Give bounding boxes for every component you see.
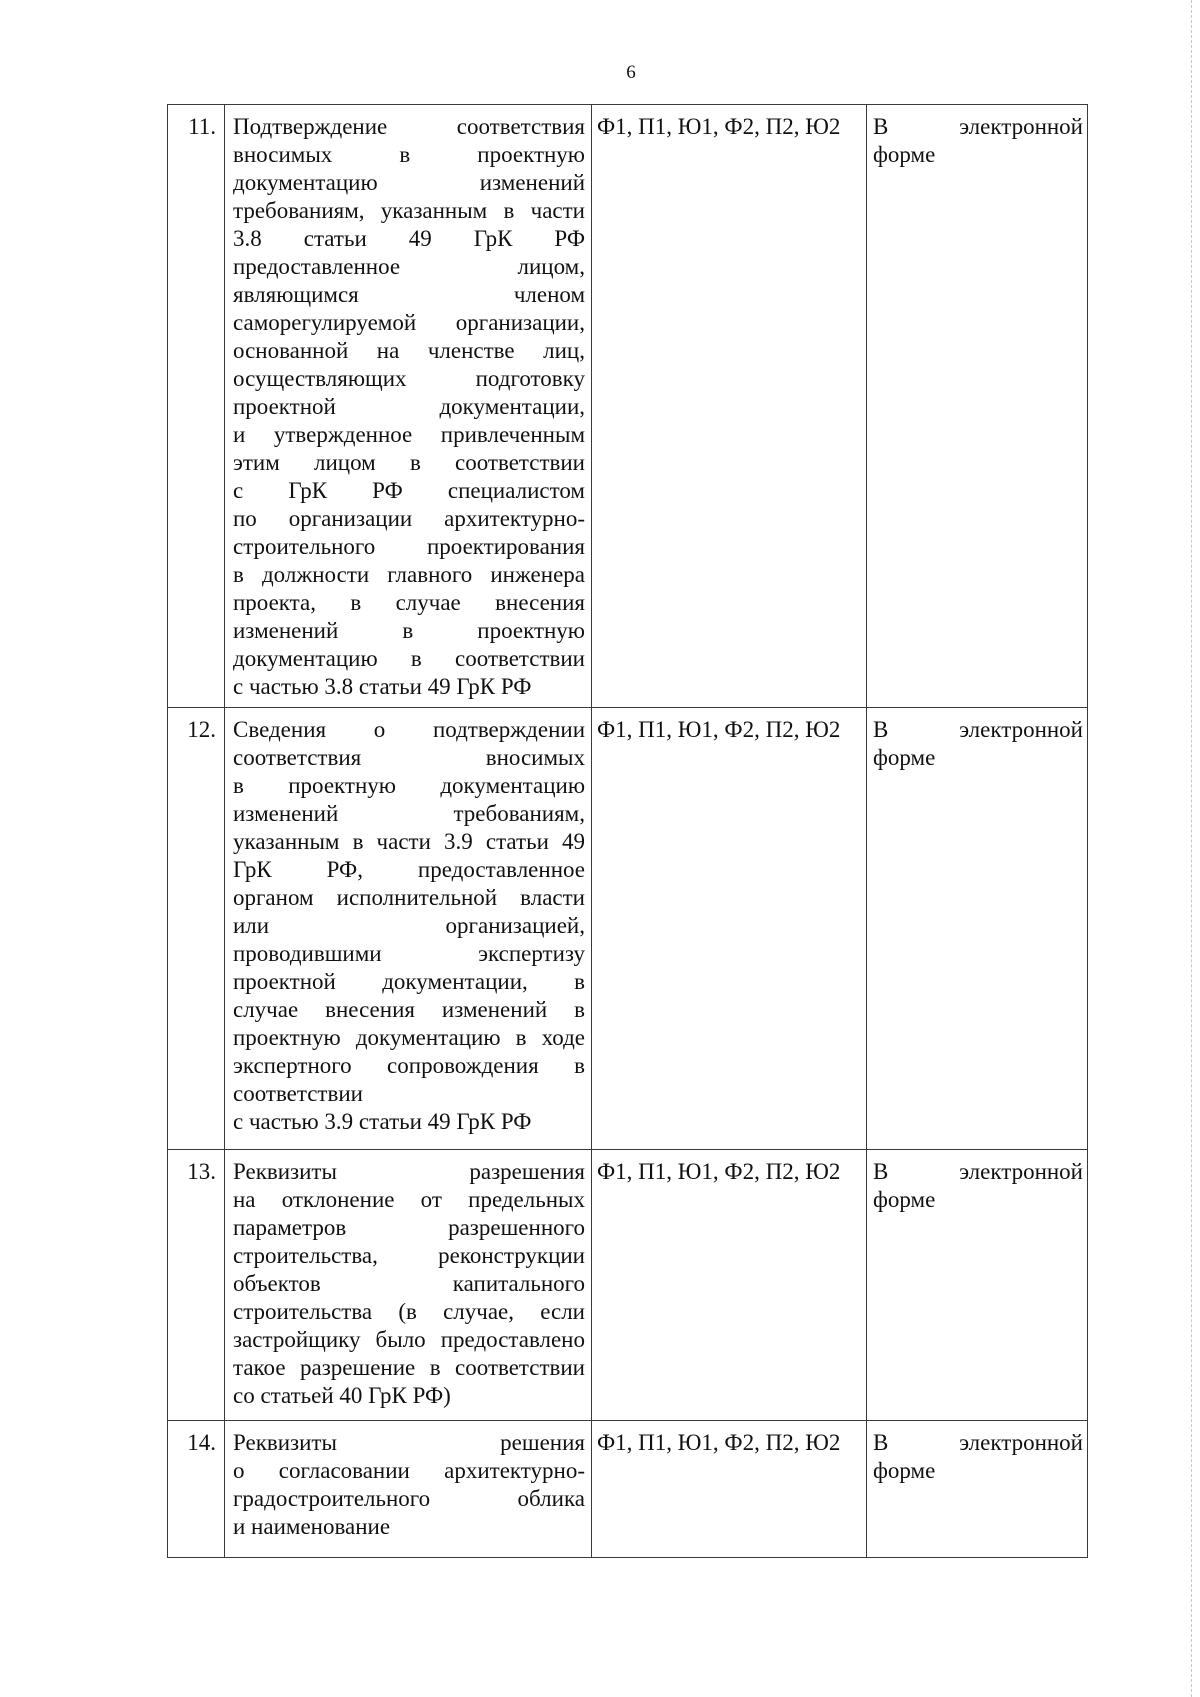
form-line-1 [873,1158,1083,1186]
row-submission-form [867,105,1088,708]
description-line: изменений требованиям, [233,801,585,826]
form-word-1: В [873,1430,889,1455]
description-line: осуществляющих подготовку [233,366,585,391]
table-body [168,105,1088,1558]
description-line: застройщику было предоставлено [233,1327,585,1352]
form-word-2: электронной [959,114,1083,139]
description-line: проектную документацию в ходе [233,1025,585,1050]
row-description [225,1421,592,1558]
description-line: 3.8 статьи 49 ГрК РФ [233,226,585,251]
description-line: проектной документации, в [233,969,585,994]
description-line: Реквизиты разрешения [233,1159,585,1184]
documents-table [167,104,1088,1558]
form-line-1 [873,716,1083,744]
page-number: 6 [626,62,636,83]
description-line: в проектную документацию [233,773,585,798]
description-line: Реквизиты решения [233,1430,585,1455]
form-line-1 [873,113,1083,141]
form-word-2: электронной [959,1159,1083,1184]
row-number: 11. [168,105,225,708]
description-line: строительства, реконструкции [233,1243,585,1268]
form-word-1: В [873,717,889,742]
description-line: ГрК РФ, предоставленное [233,857,585,882]
row-applicants: Ф1, П1, Ю1, Ф2, П2, Ю2 [592,1150,867,1421]
row-submission-form [867,1421,1088,1558]
row-applicants: Ф1, П1, Ю1, Ф2, П2, Ю2 [592,708,867,1150]
form-word-1: В [873,1159,889,1184]
description-line: строительного проектирования [233,534,585,559]
description-line: объектов капитального [233,1271,585,1296]
row-applicants: Ф1, П1, Ю1, Ф2, П2, Ю2 [592,105,867,708]
description-line: являющимся членом [233,282,585,307]
description-line: вносимых в проектную [233,142,585,167]
description-line: в должности главного инженера [233,562,585,587]
description-text [233,1429,585,1541]
row-number: 14. [168,1421,225,1558]
row-description [225,1150,592,1421]
description-text [233,1158,585,1410]
description-line: и утвержденное привлеченным [233,422,585,447]
description-line: Сведения о подтверждении [233,717,585,742]
description-line: о согласовании архитектурно- [233,1458,585,1483]
description-line: соответствии [233,1081,363,1106]
description-line: саморегулируемой организации, [233,310,585,335]
row-number: 13. [168,1150,225,1421]
row-submission-form [867,1150,1088,1421]
description-text [233,716,585,1136]
scan-edge-line [1191,0,1192,1697]
description-line: документацию в соответствии [233,646,585,671]
description-line: по организации архитектурно- [233,506,585,531]
description-line: проектной документации, [233,394,585,419]
row-applicants: Ф1, П1, Ю1, Ф2, П2, Ю2 [592,1421,867,1558]
table-row [168,708,1088,1150]
table-row [168,1421,1088,1558]
form-line-2: форме [873,142,936,167]
form-line-1 [873,1429,1083,1457]
row-submission-form [867,708,1088,1150]
description-line: или организацией, [233,913,585,938]
description-line: случае внесения изменений в [233,997,585,1022]
description-line: и наименование [233,1514,391,1539]
form-word-2: электронной [959,1430,1083,1455]
description-line: на отклонение от предельных [233,1187,585,1212]
description-line: с частью 3.9 статьи 49 ГрК РФ [233,1109,532,1134]
description-line: документацию изменений [233,170,585,195]
form-line-2: форме [873,745,936,770]
description-line: указанным в части 3.9 статьи 49 [233,829,585,854]
row-number: 12. [168,708,225,1150]
table-row [168,105,1088,708]
description-line: этим лицом в соответствии [233,450,585,475]
description-line: предоставленное лицом, [233,254,585,279]
description-line: градостроительного облика [233,1486,585,1511]
description-line: параметров разрешенного [233,1215,585,1240]
description-line: с частью 3.8 статьи 49 ГрК РФ [233,674,532,699]
form-word-2: электронной [959,717,1083,742]
form-line-2: форме [873,1458,936,1483]
description-line: со статьей 40 ГрК РФ) [233,1383,451,1408]
description-line: требованиям, указанным в части [233,198,585,223]
description-text [233,113,585,701]
row-description [225,105,592,708]
description-line: проводившими экспертизу [233,941,585,966]
row-description [225,708,592,1150]
description-line: экспертного сопровождения в [233,1053,585,1078]
description-line: проекта, в случае внесения [233,590,585,615]
description-line: соответствия вносимых [233,745,585,770]
form-line-2: форме [873,1187,936,1212]
form-word-1: В [873,114,889,139]
description-line: с ГрК РФ специалистом [233,478,585,503]
description-line: строительства (в случае, если [233,1299,585,1324]
description-line: Подтверждение соответствия [233,114,585,139]
description-line: изменений в проектную [233,618,585,643]
description-line: такое разрешение в соответствии [233,1355,585,1380]
table-row [168,1150,1088,1421]
description-line: органом исполнительной власти [233,885,585,910]
description-line: основанной на членстве лиц, [233,338,585,363]
